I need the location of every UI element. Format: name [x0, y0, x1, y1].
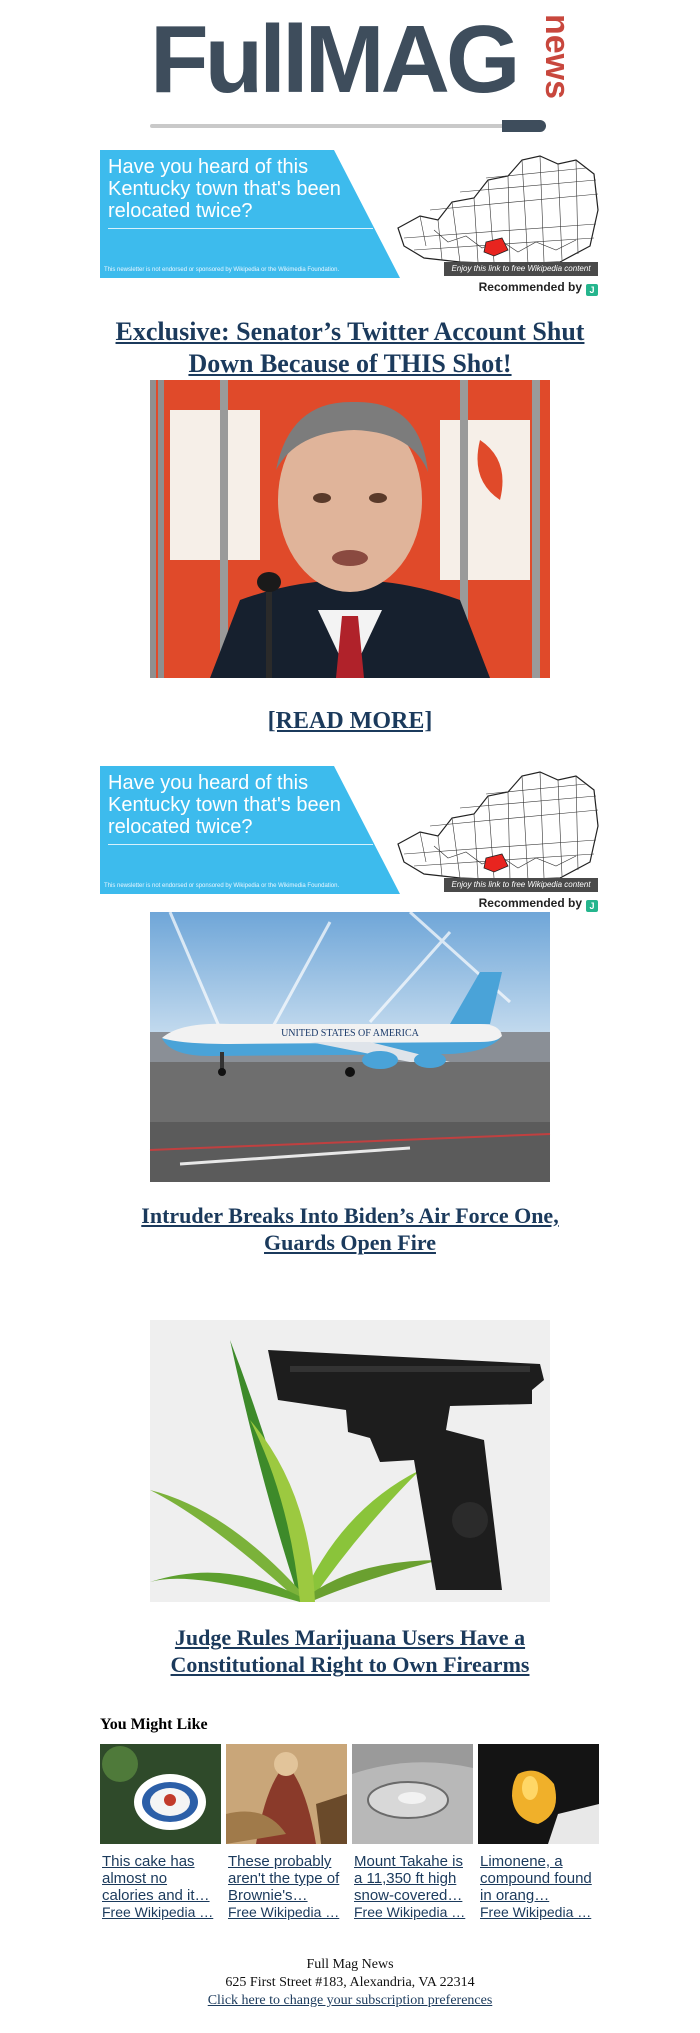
mount-takahe-thumbnail	[352, 1744, 473, 1844]
ad-map-caption: Enjoy this link to free Wikipedia content	[444, 262, 598, 276]
ad-headline: Have you heard of this Kentucky town that's been relocated twice?	[108, 156, 341, 222]
footer-address: 625 First Street #183, Alexandria, VA 22314	[225, 1975, 475, 1990]
logo-pen-icon	[502, 120, 546, 132]
fullmag-logo[interactable]	[150, 6, 576, 132]
air-force-one-photo[interactable]	[150, 912, 550, 1182]
recommended-label: Recommended by	[478, 280, 582, 294]
recommendation-card-4[interactable]	[478, 1744, 599, 1920]
cake-thumbnail	[100, 1744, 221, 1844]
logo-news-vertical	[518, 12, 576, 104]
footer-company-name: Full Mag News	[306, 1957, 394, 1972]
brownie-illustration-thumbnail	[226, 1744, 347, 1844]
recommendation-text: Limonene, a compound found in orang…	[480, 1853, 592, 1904]
recommendation-source: Free Wikipedia …	[354, 1904, 466, 1920]
ad-disclaimer: This newsletter is not endorsed or sponsored by Wikipedia or the Wikimedia Foundation.	[104, 883, 340, 889]
recommended-by[interactable]	[479, 280, 598, 296]
senator-photo[interactable]	[150, 380, 550, 678]
recommendation-text: Mount Takahe is a 11,350 ft high snow-covered…	[354, 1853, 463, 1904]
read-more-link[interactable]: [READ MORE]	[267, 708, 433, 734]
sponsored-ad-2[interactable]	[100, 766, 600, 911]
logo-wordmark: FullMAG	[150, 6, 517, 113]
logo-news-text: news	[538, 14, 576, 100]
gun-marijuana-photo[interactable]	[150, 1320, 550, 1602]
ad-headline: Have you heard of this Kentucky town that's been relocated twice?	[108, 772, 341, 838]
recommended-label: Recommended by	[478, 896, 582, 910]
limonene-thumbnail	[478, 1744, 599, 1844]
recommendation-text: These probably aren't the type of Brownie's…	[228, 1853, 340, 1904]
recommendation-source: Free Wikipedia …	[480, 1904, 592, 1920]
kentucky-map-image	[390, 150, 600, 278]
air-force-one-title[interactable]: Intruder Breaks Into Biden’s Air Force One, Guards Open Fire	[141, 1203, 559, 1255]
recommendation-card-1[interactable]	[100, 1744, 221, 1920]
jeeng-badge-icon: J	[586, 900, 598, 912]
recommendation-card-3[interactable]	[352, 1744, 473, 1920]
ad-disclaimer: This newsletter is not endorsed or sponsored by Wikipedia or the Wikimedia Foundation.	[104, 267, 340, 273]
subscription-preferences-link[interactable]: Click here to change your subscription preferences	[207, 1993, 493, 2008]
recommended-by[interactable]	[479, 896, 598, 912]
logo-underline	[150, 124, 530, 128]
ad-divider	[108, 228, 373, 229]
main-article-title[interactable]: Exclusive: Senator’s Twitter Account Shut Down Because of THIS Shot!	[115, 317, 585, 378]
recommendation-source: Free Wikipedia …	[102, 1904, 214, 1920]
plane-lettering: UNITED STATES OF AMERICA	[281, 1028, 419, 1039]
recommendation-text: This cake has almost no calories and it…	[102, 1853, 210, 1904]
marijuana-firearms-title[interactable]: Judge Rules Marijuana Users Have a Constitutional Right to Own Firearms	[170, 1625, 530, 1677]
footer	[100, 1956, 600, 2010]
sponsored-ad-1[interactable]	[100, 150, 600, 295]
ad-divider	[108, 844, 373, 845]
recommendation-card-2[interactable]	[226, 1744, 347, 1920]
recommendation-source: Free Wikipedia …	[228, 1904, 340, 1920]
jeeng-badge-icon: J	[586, 284, 598, 296]
ad-map-caption: Enjoy this link to free Wikipedia content	[444, 878, 598, 892]
you-might-like-heading: You Might Like	[100, 1716, 208, 1733]
kentucky-map-image	[390, 766, 600, 894]
